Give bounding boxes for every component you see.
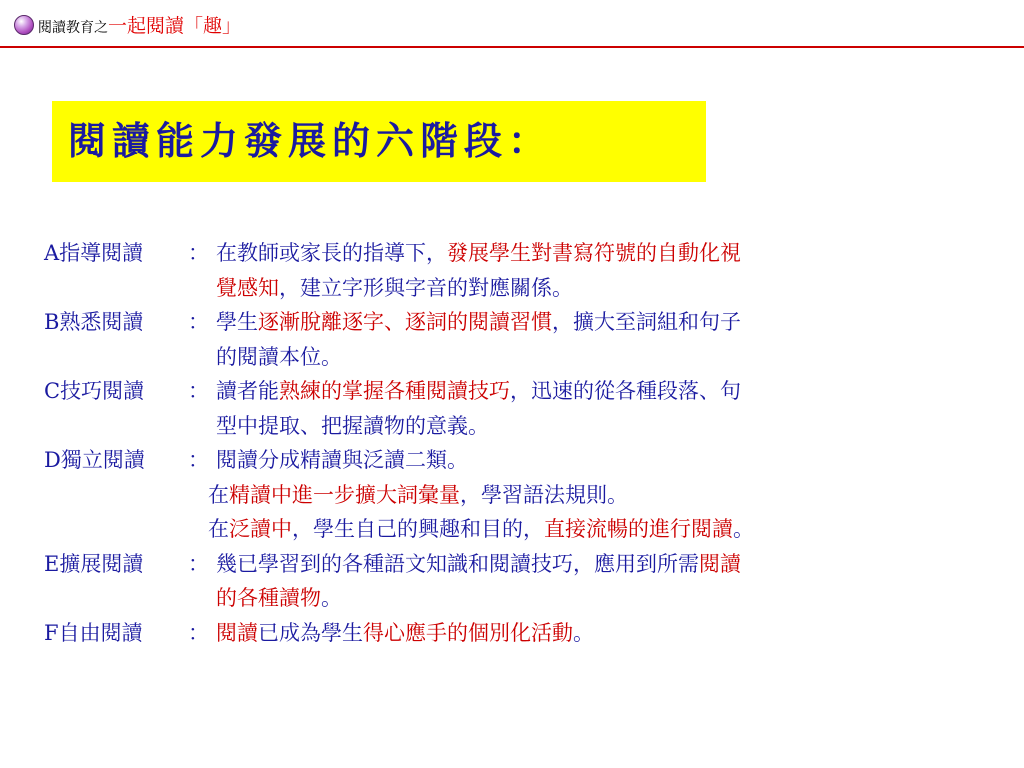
stage-b-label: B熟悉閱讀 [44, 310, 144, 334]
stage-e-line1 [44, 547, 1004, 582]
highlight-segment: 覺感知 [216, 275, 279, 300]
highlight-segment: 直接流暢的進行閱讀 [544, 517, 733, 541]
stage-c-line2 [44, 409, 1004, 444]
stage-d-colon: ： [188, 448, 209, 472]
text-segment: 。 [733, 517, 754, 541]
stage-e-text [216, 547, 1004, 582]
slide-header [0, 0, 1024, 44]
text-segment: 型中提取、把握讀物的意義。 [216, 413, 489, 438]
stage-a-line2 [44, 271, 1004, 306]
text-segment: ，學生自己的興趣和目的， [292, 517, 544, 541]
purple-sphere-icon [14, 15, 34, 35]
stage-b-line2 [44, 340, 1004, 375]
stage-e-line2 [44, 581, 1004, 616]
stage-c-text [216, 374, 1004, 409]
stages-list [44, 236, 1004, 650]
stage-c-label: C技巧閱讀 [44, 379, 145, 403]
highlight-segment: 發展學生對書寫符號的自動化視 [447, 241, 741, 265]
text-segment: 已成為學生 [258, 620, 363, 645]
brand-title-part1: 閱讀教育之 [38, 20, 108, 36]
highlight-segment: 逐漸脫離逐字、逐詞的閱讀習慣 [258, 310, 552, 334]
text-segment: 學生 [216, 310, 258, 334]
stage-b-colon: ： [188, 310, 209, 334]
highlight-segment: 精讀中進一步擴大詞彙量 [229, 482, 460, 507]
stage-a-colon: ： [188, 241, 209, 265]
stage-f-label: F自由閱讀 [44, 620, 143, 645]
slide-title: 閱讀能力發展的六階段： [68, 118, 553, 163]
text-segment: 讀者能 [216, 379, 279, 403]
text-segment: 在教師或家長的指導下， [216, 241, 447, 265]
stage-f-colon: ： [188, 620, 209, 645]
text-segment: ，學習語法規則。 [460, 482, 628, 507]
highlight-segment: 閱讀 [216, 620, 258, 645]
highlight-segment: 閱讀 [699, 551, 741, 576]
header-divider [0, 46, 1024, 48]
highlight-segment: 熟練的掌握各種閱讀技巧 [279, 379, 510, 403]
highlight-segment: 泛讀中 [229, 517, 292, 541]
stage-b-line1 [44, 305, 1004, 340]
stage-c-line1 [44, 374, 1004, 409]
brand-title-part2: 一起閱讀「趣」 [108, 15, 242, 37]
stage-a-text [216, 236, 1004, 271]
stage-d-line2 [44, 478, 1004, 513]
text-segment: 在 [208, 517, 229, 541]
stage-e-colon: ： [188, 551, 209, 576]
stage-b-text [216, 305, 1004, 340]
text-segment: ，擴大至詞組和句子 [552, 310, 741, 334]
stage-a-line1 [44, 236, 1004, 271]
stage-f-line1 [44, 616, 1004, 651]
text-segment: 幾已學習到的各種語文知識和閱讀技巧，應用到所需 [216, 551, 699, 576]
stage-d-line3 [44, 512, 1004, 547]
text-segment: 。 [321, 586, 342, 610]
highlight-segment: 得心應手的個別化活動 [363, 620, 573, 645]
brand-title [38, 15, 241, 39]
title-box [52, 101, 706, 182]
stage-e-label: E擴展閱讀 [44, 551, 144, 576]
stage-f-text [216, 616, 1004, 651]
text-segment: 的閱讀本位。 [216, 344, 342, 369]
stage-d-line1 [44, 443, 1004, 478]
text-segment: 在 [208, 482, 229, 507]
stage-d-text: 閱讀分成精讀與泛讀二類。 [216, 448, 468, 472]
highlight-segment: 的各種讀物 [216, 586, 321, 610]
text-segment: 。 [573, 620, 594, 645]
text-segment: ，建立字形與字音的對應關係。 [279, 275, 573, 300]
stage-a-label: A指導閱讀 [44, 241, 144, 265]
stage-d-label: D獨立閱讀 [44, 448, 145, 472]
stage-c-colon: ： [188, 379, 209, 403]
text-segment: ，迅速的從各種段落、句 [510, 379, 741, 403]
